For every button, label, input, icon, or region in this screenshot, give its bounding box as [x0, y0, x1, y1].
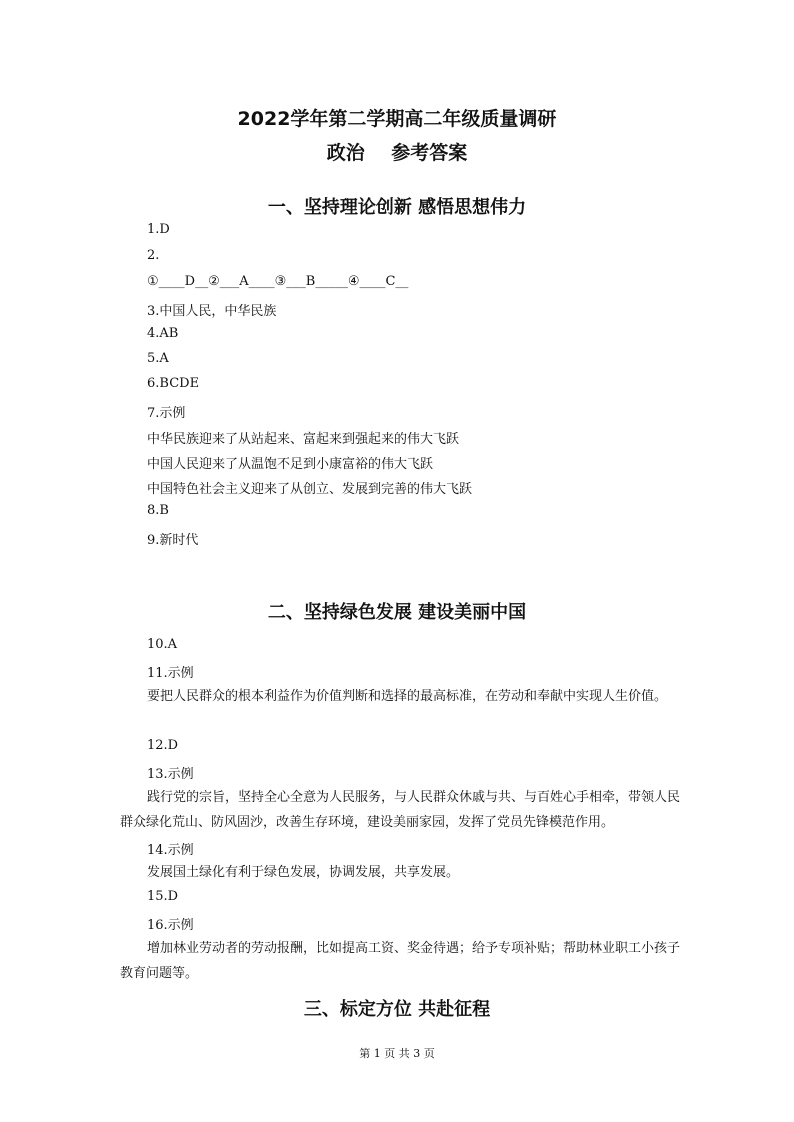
- answer-line: 15.D: [147, 889, 179, 904]
- answer-line: 4.AB: [147, 326, 179, 341]
- answer-paragraph: 发展国土绿化有利于绿色发展，协调发展，共享发展。: [147, 865, 460, 880]
- answer-line: 中国人民迎来了从温饱不足到小康富裕的伟大飞跃: [147, 457, 434, 472]
- answer-line: 11.示例: [147, 666, 194, 681]
- answer-line: 14.示例: [147, 843, 194, 858]
- page-number: 第 1 页 共 3 页: [359, 1047, 435, 1060]
- answer-line: ①____D__②___A____③___B_____④____C__: [147, 274, 409, 289]
- answer-line: 5.A: [147, 351, 169, 366]
- document-title: 2022学年第二学期高二年级质量调研: [237, 108, 557, 130]
- document-subtitle: 政治 参考答案: [326, 142, 468, 164]
- answer-line: 中国特色社会主义迎来了从创立、发展到完善的伟大飞跃: [147, 482, 473, 497]
- answer-line: 6.BCDE: [147, 376, 200, 391]
- answer-line: 7.示例: [147, 406, 186, 421]
- answer-line: 3.中国人民，中华民族: [147, 304, 277, 319]
- section1-heading: 一、坚持理论创新 感悟思想伟力: [267, 197, 527, 218]
- answer-paragraph: 践行党的宗旨，坚持全心全意为人民服务，与人民群众休戚与共、与百姓心手相牵，带领人民群众绿化荒山、防风固沙，改善生存环境，建设美丽家园，发挥了党员先锋模范作用。: [120, 790, 681, 830]
- answer-paragraph: 要把人民群众的根本利益作为价值判断和选择的最高标准，在劳动和奉献中实现人生价值。: [147, 689, 668, 704]
- answer-line: 1.D: [147, 222, 170, 237]
- answer-line: 10.A: [147, 637, 178, 652]
- answer-line: 16.示例: [147, 918, 194, 933]
- answer-line: 2.: [147, 248, 160, 263]
- answer-line: 9.新时代: [147, 533, 199, 548]
- answer-line: 中华民族迎来了从站起来、富起来到强起来的伟大飞跃: [147, 432, 460, 447]
- answer-line: 12.D: [147, 738, 179, 753]
- answer-line: 8.B: [147, 503, 169, 518]
- section2-heading: 二、坚持绿色发展 建设美丽中国: [267, 602, 527, 623]
- answer-line: 13.示例: [147, 767, 194, 782]
- answer-paragraph: 增加林业劳动者的劳动报酬，比如提高工资、奖金待遇；给予专项补贴；帮助林业职工小孩子教育问题等。: [120, 941, 681, 981]
- section3-heading: 三、标定方位 共赴征程: [303, 999, 491, 1020]
